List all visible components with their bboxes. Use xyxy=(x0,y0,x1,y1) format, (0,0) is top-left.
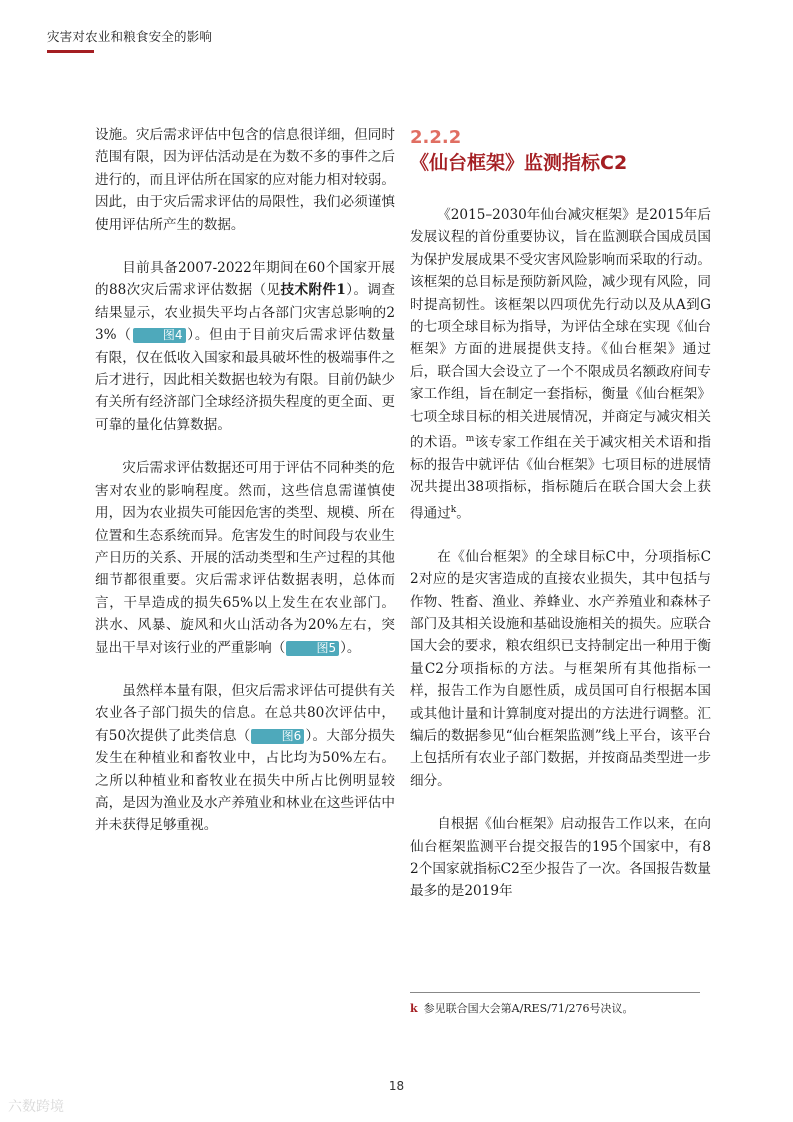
left-column xyxy=(95,124,395,858)
right-column xyxy=(410,128,711,924)
paragraph-2 xyxy=(95,257,395,436)
paragraph-6: 在《仙台框架》的全球目标C中，分项指标C2对应的是灾害造成的直接农业损失，其中包括与作物、牲畜、渔业、养蜂业、水产养殖业和森林子部门及其相关设施和基础设施相关的损失。应联合国大会的要求，粮农组织已支持制定出一种用于衡量C2分项指标的方法。与框架所有其他指标一样，报告工作为自愿性质，成员国可自行根据本国或其他计量和计算制度对提出的方法进行调整。汇编后的数据参见“仙台框架监测”线上平台，该平台上包括所有农业子部门数据，并按商品类型进一步细分。 xyxy=(410,548,711,789)
text-run: ）。但由于目前灾后需求评估数量有限，仅在低收入国家和最具破坏性的极端事件之后才进行，因此相关数据也较为有限。目前仍缺少有关所有经济部门全球经济损失程度的更全面、更可靠的量化估算数据。 xyxy=(95,327,395,433)
paragraph-5 xyxy=(410,204,711,525)
watermark: 六数跨境 xyxy=(8,1099,64,1115)
text-run: 虽然样本量有限，但灾后需求评估可提供有关农业各子部门损失的信息。在总共80次评估中，有50次提供了此类信息（ xyxy=(95,682,395,744)
header-accent-rule xyxy=(47,50,94,53)
footnote-divider xyxy=(410,992,700,993)
figure-6-link[interactable]: 图6 xyxy=(251,729,304,744)
text-run: ）。调查结果显示，农业损失平均占各部门灾害总影响的23%（ xyxy=(95,282,396,344)
page-number: 18 xyxy=(388,1079,405,1093)
paragraph-1: 设施。灾后需求评估中包含的信息很详细，但同时范围有限，因为评估活动是在为数不多的事件之后进行的，而且评估所在国家的应对能力相对较弱。因此，由于灾后需求评估的局限性，我们必须谨慎使用评估所产生的数据。 xyxy=(95,127,395,233)
text-run: ）。 xyxy=(340,639,361,656)
footnote-text: 参见联合国大会第A/RES/71/276号决议。 xyxy=(423,1002,634,1015)
text-run: 目前具备2007-2022年期间在60个国家开展的88次灾后需求评估数据（见 xyxy=(95,260,395,299)
text-run: 灾后需求评估数据还可用于评估不同种类的危害对农业的影响程度。然而，这些信息需谨慎使用，因为农业损失可能因危害的类型、规模、所在位置和生态系统而异。危害发生的时间段与农业生产日历的关系、开展的活动类型和生产过程的其他细节都很重要。灾后需求评估数据表明，总体而言，干旱造成的损失65%以上发生在农业部门。洪水、风暴、旋风和火山活动各为20%左右，突显出干旱对该行业的严重影响（ xyxy=(95,460,395,656)
text-run: 《2015–2030年仙台减灾框架》是2015年后发展议程的首份重要协议，旨在监测联合国成员国为保护发展成果不受灾害风险影响而采取的行动。该框架的总目标是预防新风险，减少现有风险，同时提高韧性。该框架以四项优先行动以及从A到G的七项全球目标为指导，为评估全球在实现《仙台框架》方面的进展提供支持。《仙台框架》通过后，联合国大会设立了一个不限成员名额政府间专家工作组，旨在制定一套指标，衡量《仙台框架》七项全球目标的相关进展情况，并商定与减灾相关的术语。 xyxy=(410,207,711,451)
section-number: 2.2.2 xyxy=(410,127,462,148)
text-run: ）。大部分损失发生在种植业和畜牧业中，占比均为50%左右。之所以种植业和畜牧业在损失中所占比例明显较高，是因为渔业及水产养殖业和林业在这些评估中并未获得足够重视。 xyxy=(95,727,395,834)
paragraph-4 xyxy=(95,680,395,837)
technical-annex-link[interactable]: 技术附件1 xyxy=(280,282,346,299)
text-run: 该专家工作组在关于减灾相关术语和指标的报告中就评估《仙台框架》七项目标的进展情况共提出38项指标，指标随后在联合国大会上获得通过 xyxy=(410,434,712,522)
figure-5-link[interactable]: 图5 xyxy=(286,641,339,656)
footnote-mark: k xyxy=(410,1002,418,1015)
figure-4-link[interactable]: 图4 xyxy=(133,328,186,343)
footnote-marker[interactable]: k xyxy=(450,504,457,515)
paragraph-3 xyxy=(95,457,395,659)
running-header: 灾害对农业和粮食安全的影响 xyxy=(47,29,213,44)
paragraph-7: 自根据《仙台框架》启动报告工作以来，在向仙台框架监测平台提交报告的195个国家中，有82个国家就指标C2至少报告了一次。各国报告数量最多的是2019年 xyxy=(410,816,711,900)
footnote xyxy=(410,1000,710,1016)
section-title: 《仙台框架》监测指标C2 xyxy=(410,152,628,174)
footnote-marker[interactable]: m xyxy=(465,434,475,445)
text-run: 。 xyxy=(456,505,470,522)
